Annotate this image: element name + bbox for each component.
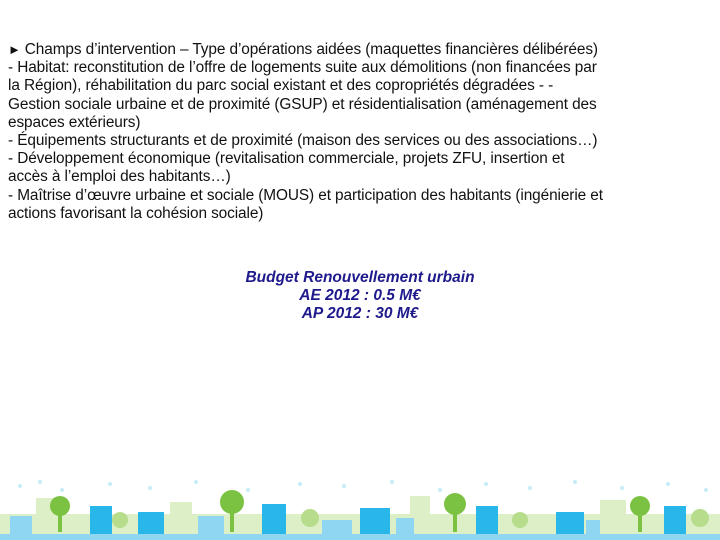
body-line-3: Gestion sociale urbaine et de proximité (GSUP) et résidentialisation (aménagement des xyxy=(8,95,597,113)
ground-strip xyxy=(0,534,720,540)
body-line-1: - Habitat: reconstitution de l’offre de logements suite aux démolitions (non financées par xyxy=(8,59,597,77)
budget-block xyxy=(0,269,720,322)
city-skyline-footer-illustration xyxy=(0,476,720,540)
budget-title: Budget Renouvellement urbain xyxy=(245,269,475,286)
body-line-6: - Développement économique (revitalisation commerciale, projets ZFU, insertion et xyxy=(8,150,565,168)
dot-pattern xyxy=(18,480,708,492)
heading-line xyxy=(8,41,716,59)
budget-ae: AE 2012 : 0.5 M€ xyxy=(299,286,421,304)
body-line-7: accès à l’emploi des habitants…) xyxy=(8,168,231,186)
body-line-4: espaces extérieurs) xyxy=(8,113,141,131)
body-line-9: actions favorisant la cohésion sociale) xyxy=(8,204,264,222)
intervention-text-block xyxy=(8,41,716,223)
budget-ap: AP 2012 : 30 M€ xyxy=(301,304,419,322)
arrow-bullet-icon: ► xyxy=(8,42,21,57)
body-line-2: la Région), réhabilitation du parc social existant et des copropriétés dégradées - - xyxy=(8,77,554,95)
body-line-5: - Équipements structurants et de proximité (maison des services ou des associations…) xyxy=(8,132,598,150)
heading-text: Champs d’intervention – Type d’opérations aidées (maquettes financières délibérées) xyxy=(24,41,598,58)
body-line-8: - Maîtrise d’œuvre urbaine et sociale (MOUS) et participation des habitants (ingénierie et xyxy=(8,186,603,204)
